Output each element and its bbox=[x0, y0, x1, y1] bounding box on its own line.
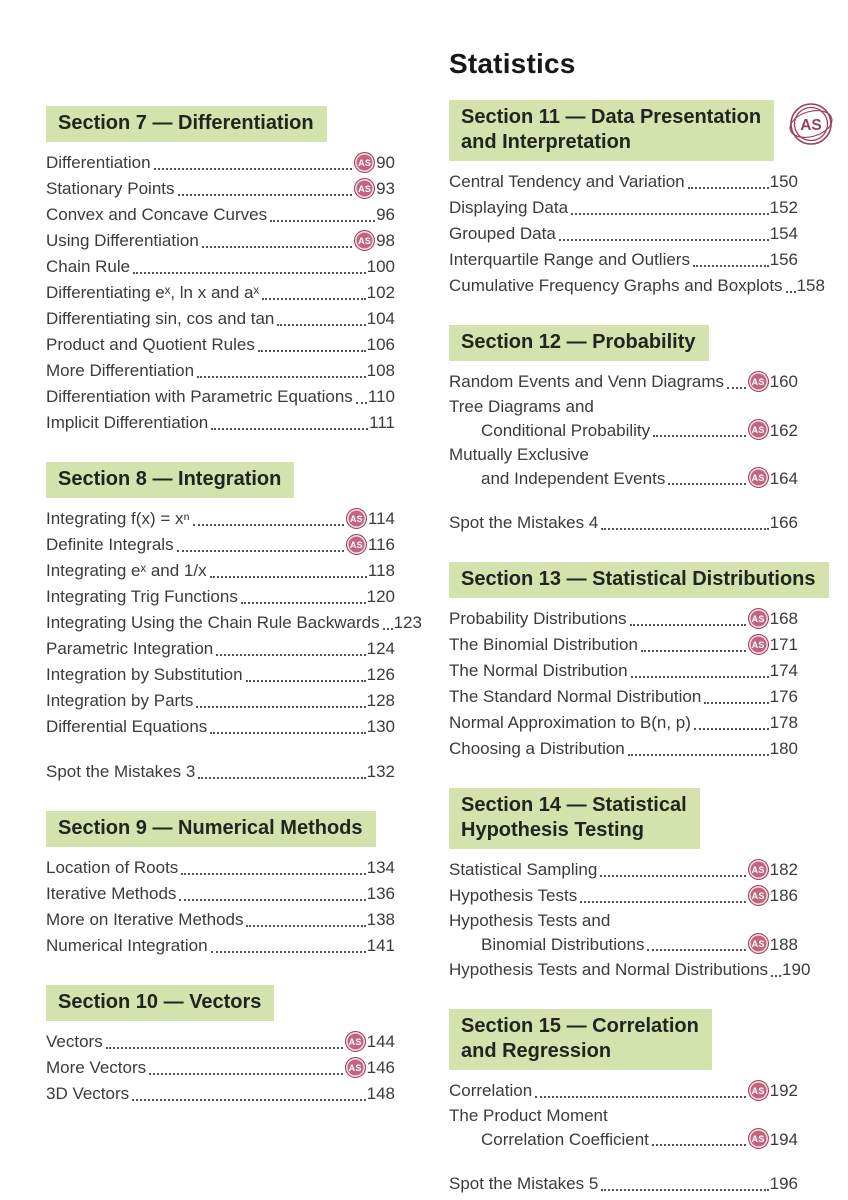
entry-page-number: 154 bbox=[769, 224, 798, 243]
entry-label: Chain Rule bbox=[46, 257, 131, 276]
entry-label-line1: The Product Moment bbox=[449, 1106, 608, 1125]
entry-page-number: 164 bbox=[769, 469, 798, 488]
section-entries bbox=[449, 169, 825, 299]
entry-page-number: 174 bbox=[769, 661, 798, 680]
toc-entry bbox=[46, 688, 395, 714]
as-badge-icon: AS bbox=[354, 152, 375, 173]
as-badge-icon: AS bbox=[748, 885, 769, 906]
entry-label: Using Differentiation bbox=[46, 231, 199, 250]
as-badge-icon: AS bbox=[748, 608, 769, 629]
section-title: Section 11 — Data Presentation bbox=[461, 106, 762, 128]
toc-entry bbox=[46, 584, 395, 610]
entry-label: Iterative Methods bbox=[46, 884, 177, 903]
section-header bbox=[449, 788, 700, 849]
toc-entry bbox=[46, 636, 395, 662]
as-badge-icon: AS bbox=[354, 178, 375, 199]
entry-page-number: 168 bbox=[769, 609, 798, 628]
entry-page-number: 114 bbox=[367, 509, 395, 528]
toc-section bbox=[46, 985, 395, 1107]
toc-entry-line bbox=[449, 933, 798, 957]
dotted-leader-icon bbox=[177, 550, 344, 552]
entry-label-line1: Tree Diagrams and bbox=[449, 397, 594, 416]
as-badge-icon: AS bbox=[346, 508, 367, 529]
toc-entry bbox=[46, 1029, 395, 1055]
toc-entry-line bbox=[449, 419, 798, 443]
dotted-leader-icon bbox=[198, 777, 365, 779]
toc-entry bbox=[449, 195, 798, 221]
dotted-leader-icon bbox=[630, 624, 746, 626]
entry-label: Differentiation bbox=[46, 153, 151, 172]
toc-entry bbox=[46, 855, 395, 881]
toc-entry bbox=[46, 907, 395, 933]
section-header bbox=[46, 106, 327, 142]
entry-page-number: 180 bbox=[769, 739, 798, 758]
entry-label: Stationary Points bbox=[46, 179, 175, 198]
toc-entry bbox=[449, 909, 798, 957]
entry-label: Displaying Data bbox=[449, 198, 569, 217]
entry-page-number: 96 bbox=[376, 205, 395, 224]
as-badge-icon: AS bbox=[346, 534, 367, 555]
entry-page-number: 120 bbox=[366, 587, 395, 606]
section-title: Section 10 — Vectors bbox=[58, 991, 262, 1013]
dotted-leader-icon bbox=[210, 732, 365, 734]
entry-page-number: 158 bbox=[796, 276, 825, 295]
dotted-leader-icon bbox=[693, 265, 769, 267]
dotted-leader-icon bbox=[727, 387, 746, 389]
toc-entry bbox=[46, 1055, 395, 1081]
dotted-leader-icon bbox=[132, 1099, 365, 1101]
entry-page-number: 126 bbox=[366, 665, 395, 684]
entry-label: Parametric Integration bbox=[46, 639, 214, 658]
entry-page-number: 141 bbox=[366, 936, 395, 955]
entry-page-number: 138 bbox=[366, 910, 395, 929]
entry-label: Numerical Integration bbox=[46, 936, 208, 955]
entry-page-number: 111 bbox=[369, 413, 395, 432]
dotted-leader-icon bbox=[631, 676, 769, 678]
section-header bbox=[449, 100, 774, 161]
left-column bbox=[46, 0, 422, 1200]
toc-section bbox=[449, 100, 825, 299]
section-title-line2: Hypothesis Testing bbox=[461, 819, 644, 841]
toc-entry bbox=[46, 881, 395, 907]
section-title: Section 9 — Numerical Methods bbox=[58, 817, 363, 839]
dotted-leader-icon bbox=[383, 628, 393, 630]
dotted-leader-icon bbox=[258, 350, 366, 352]
dotted-leader-icon bbox=[241, 602, 366, 604]
dotted-leader-icon bbox=[653, 435, 745, 437]
dotted-leader-icon bbox=[786, 291, 796, 293]
toc-entry bbox=[46, 933, 395, 959]
entry-page-number: 93 bbox=[376, 179, 395, 198]
entry-page-number: 132 bbox=[366, 762, 395, 781]
entry-label: More Differentiation bbox=[46, 361, 195, 380]
as-badge-icon: AS bbox=[748, 371, 769, 392]
toc-entry bbox=[46, 1081, 395, 1107]
dotted-leader-icon bbox=[652, 1144, 746, 1146]
section-title-line2: and Regression bbox=[461, 1040, 612, 1062]
entry-label: Spot the Mistakes 5 bbox=[449, 1174, 599, 1193]
toc-entry bbox=[46, 384, 395, 410]
toc-entry bbox=[449, 684, 798, 710]
entry-label-line1: Mutually Exclusive bbox=[449, 445, 589, 464]
dotted-leader-icon bbox=[202, 246, 352, 248]
dotted-leader-icon bbox=[641, 650, 746, 652]
entry-page-number: 98 bbox=[376, 231, 395, 250]
toc-section bbox=[449, 788, 811, 983]
entry-label: Conditional Probability bbox=[481, 421, 651, 440]
toc-section bbox=[449, 1009, 798, 1197]
toc-entry bbox=[46, 610, 422, 636]
entry-label: More on Iterative Methods bbox=[46, 910, 244, 929]
entry-label: 3D Vectors bbox=[46, 1084, 130, 1103]
section-entries bbox=[449, 1078, 798, 1197]
section-title: Section 13 — Statistical Distributions bbox=[461, 568, 816, 590]
toc-entry bbox=[449, 1104, 798, 1152]
section-title-line2: and Interpretation bbox=[461, 131, 632, 153]
section-entries bbox=[449, 369, 798, 536]
entry-label: Spot the Mistakes 4 bbox=[449, 513, 599, 532]
toc-entry bbox=[449, 369, 798, 395]
entry-page-number: 194 bbox=[769, 1130, 798, 1149]
dotted-leader-icon bbox=[179, 899, 365, 901]
entry-label: Central Tendency and Variation bbox=[449, 172, 685, 191]
section-header bbox=[46, 462, 294, 498]
entry-label: Statistical Sampling bbox=[449, 860, 598, 879]
dotted-leader-icon bbox=[246, 680, 366, 682]
entry-label: The Binomial Distribution bbox=[449, 635, 638, 654]
toc-entry bbox=[449, 857, 798, 883]
dotted-leader-icon bbox=[668, 483, 745, 485]
entry-page-number: 156 bbox=[769, 250, 798, 269]
dotted-leader-icon bbox=[211, 428, 368, 430]
entry-page-number: 106 bbox=[366, 335, 395, 354]
toc-entry bbox=[46, 306, 395, 332]
as-badge-icon: AS bbox=[345, 1057, 366, 1078]
entry-page-number: 104 bbox=[366, 309, 395, 328]
toc-entry bbox=[449, 883, 798, 909]
entry-page-number: 182 bbox=[769, 860, 798, 879]
dotted-leader-icon bbox=[181, 873, 365, 875]
toc-entry bbox=[449, 247, 798, 273]
section-header-row bbox=[449, 100, 822, 161]
entry-page-number: 128 bbox=[366, 691, 395, 710]
entry-label: Random Events and Venn Diagrams bbox=[449, 372, 724, 391]
entry-label: Integrating eˣ and 1/x bbox=[46, 561, 207, 580]
entry-label: Integration by Parts bbox=[46, 691, 194, 710]
toc-entry bbox=[449, 443, 798, 491]
section-title: Section 15 — Correlation bbox=[461, 1015, 699, 1037]
toc-entry bbox=[46, 532, 395, 558]
dotted-leader-icon bbox=[149, 1073, 342, 1075]
dotted-leader-icon bbox=[535, 1096, 745, 1098]
entry-page-number: 144 bbox=[366, 1032, 395, 1051]
entry-label: Convex and Concave Curves bbox=[46, 205, 268, 224]
toc-section bbox=[449, 325, 798, 536]
toc-section bbox=[449, 562, 816, 762]
as-badge-icon: AS bbox=[748, 1128, 769, 1149]
section-header bbox=[449, 562, 829, 598]
entry-label: Implicit Differentiation bbox=[46, 413, 209, 432]
entry-label: The Standard Normal Distribution bbox=[449, 687, 702, 706]
entry-page-number: 124 bbox=[366, 639, 395, 658]
dotted-leader-icon bbox=[600, 875, 745, 877]
entry-page-number: 176 bbox=[769, 687, 798, 706]
toc-entry bbox=[46, 176, 395, 202]
toc-entry bbox=[46, 202, 395, 228]
dotted-leader-icon bbox=[647, 949, 745, 951]
as-stamp-icon bbox=[788, 101, 834, 152]
entry-page-number: 150 bbox=[769, 172, 798, 191]
svg-text:AS: AS bbox=[800, 117, 822, 134]
section-header-row bbox=[449, 1009, 798, 1070]
toc-entry bbox=[449, 632, 798, 658]
toc-entry bbox=[46, 558, 395, 584]
dotted-leader-icon bbox=[133, 272, 366, 274]
toc-entry bbox=[449, 221, 798, 247]
section-entries bbox=[46, 506, 422, 785]
entry-page-number: 186 bbox=[769, 886, 798, 905]
toc-entry bbox=[46, 254, 395, 280]
toc-entry bbox=[46, 662, 395, 688]
section-header-row bbox=[46, 462, 395, 498]
entry-page-number: 196 bbox=[769, 1174, 798, 1193]
dotted-leader-icon bbox=[246, 925, 365, 927]
toc-entry bbox=[46, 506, 395, 532]
entry-label: Correlation Coefficient bbox=[481, 1130, 649, 1149]
dotted-leader-icon bbox=[580, 901, 745, 903]
section-header-row bbox=[449, 325, 798, 361]
toc-entry bbox=[46, 410, 395, 436]
entry-label: Integrating Using the Chain Rule Backwards bbox=[46, 613, 380, 632]
toc-entry bbox=[46, 332, 395, 358]
dotted-leader-icon bbox=[601, 528, 768, 530]
entry-page-number: 108 bbox=[366, 361, 395, 380]
dotted-leader-icon bbox=[210, 576, 367, 578]
as-badge-icon: AS bbox=[354, 230, 375, 251]
dotted-leader-icon bbox=[277, 324, 365, 326]
section-header bbox=[46, 985, 274, 1021]
as-badge-icon: AS bbox=[748, 467, 769, 488]
entry-label: Grouped Data bbox=[449, 224, 556, 243]
entry-page-number: 192 bbox=[769, 1081, 798, 1100]
toc-entry-line bbox=[449, 1128, 798, 1152]
toc-entry bbox=[449, 957, 811, 983]
toc-entry bbox=[449, 395, 798, 443]
entry-label: Integrating f(x) = xⁿ bbox=[46, 509, 190, 528]
entry-page-number: 110 bbox=[367, 387, 395, 406]
entry-page-number: 160 bbox=[769, 372, 798, 391]
dotted-leader-icon bbox=[216, 654, 365, 656]
right-column bbox=[449, 0, 825, 1200]
as-badge-icon: AS bbox=[748, 933, 769, 954]
toc-entry bbox=[449, 510, 798, 536]
section-header-row bbox=[46, 985, 395, 1021]
entry-page-number: 178 bbox=[769, 713, 798, 732]
entry-page-number: 162 bbox=[769, 421, 798, 440]
as-badge-icon: AS bbox=[748, 634, 769, 655]
dotted-leader-icon bbox=[356, 402, 367, 404]
entry-label: Correlation bbox=[449, 1081, 533, 1100]
entry-label: More Vectors bbox=[46, 1058, 147, 1077]
entry-label-line1: Hypothesis Tests and bbox=[449, 911, 611, 930]
toc-entry bbox=[449, 1171, 798, 1197]
dotted-leader-icon bbox=[106, 1047, 343, 1049]
section-header bbox=[449, 1009, 712, 1070]
toc-entry bbox=[46, 358, 395, 384]
entry-label: Hypothesis Tests bbox=[449, 886, 578, 905]
as-badge-icon: AS bbox=[748, 1080, 769, 1101]
entry-label: Differential Equations bbox=[46, 717, 208, 736]
section-entries bbox=[46, 1029, 395, 1107]
toc-entry bbox=[46, 759, 395, 785]
toc-entry bbox=[46, 228, 395, 254]
entry-page-number: 166 bbox=[769, 513, 798, 532]
toc-entry bbox=[449, 1078, 798, 1104]
section-title: Section 14 — Statistical bbox=[461, 794, 687, 816]
entry-label: Vectors bbox=[46, 1032, 103, 1051]
entry-label: Spot the Mistakes 3 bbox=[46, 762, 196, 781]
section-header-row bbox=[449, 788, 798, 849]
dotted-leader-icon bbox=[197, 376, 366, 378]
entry-page-number: 188 bbox=[769, 935, 798, 954]
dotted-leader-icon bbox=[559, 239, 769, 241]
dotted-leader-icon bbox=[601, 1189, 768, 1191]
dotted-leader-icon bbox=[688, 187, 769, 189]
entry-label: Integration by Substitution bbox=[46, 665, 243, 684]
entry-label: Differentiation with Parametric Equations bbox=[46, 387, 353, 406]
dotted-leader-icon bbox=[771, 975, 781, 977]
entry-page-number: 190 bbox=[782, 960, 811, 979]
entry-label: Choosing a Distribution bbox=[449, 739, 625, 758]
section-entries bbox=[449, 606, 798, 762]
section-entries bbox=[46, 150, 395, 436]
entry-label: Integrating Trig Functions bbox=[46, 587, 238, 606]
entry-page-number: 171 bbox=[769, 635, 798, 654]
as-stamp-svg bbox=[788, 101, 834, 147]
toc-entry bbox=[46, 714, 395, 740]
toc-entry bbox=[449, 736, 798, 762]
entry-label: Differentiating sin, cos and tan bbox=[46, 309, 275, 328]
toc-entry bbox=[449, 710, 798, 736]
entry-label: Product and Quotient Rules bbox=[46, 335, 255, 354]
entry-label: Probability Distributions bbox=[449, 609, 627, 628]
toc-section bbox=[46, 106, 395, 436]
dotted-leader-icon bbox=[154, 168, 352, 170]
entry-label: Interquartile Range and Outliers bbox=[449, 250, 690, 269]
dotted-leader-icon bbox=[178, 194, 353, 196]
dotted-leader-icon bbox=[704, 702, 768, 704]
entry-label: Location of Roots bbox=[46, 858, 179, 877]
toc-entry bbox=[449, 169, 798, 195]
entry-page-number: 102 bbox=[366, 283, 395, 302]
entry-label: and Independent Events bbox=[481, 469, 666, 488]
dotted-leader-icon bbox=[571, 213, 769, 215]
entry-label: Binomial Distributions bbox=[481, 935, 645, 954]
page-title: Statistics bbox=[449, 48, 576, 79]
entry-page-number: 148 bbox=[366, 1084, 395, 1103]
as-badge-icon: AS bbox=[748, 419, 769, 440]
section-entries bbox=[46, 855, 395, 959]
dotted-leader-icon bbox=[193, 524, 344, 526]
dotted-leader-icon bbox=[628, 754, 769, 756]
entry-label: Normal Approximation to B(n, p) bbox=[449, 713, 691, 732]
entry-label: Hypothesis Tests and Normal Distributions bbox=[449, 960, 769, 979]
dotted-leader-icon bbox=[270, 220, 375, 222]
entry-page-number: 136 bbox=[366, 884, 395, 903]
section-title: Section 12 — Probability bbox=[461, 331, 696, 353]
section-title: Section 7 — Differentiation bbox=[58, 112, 314, 134]
entry-page-number: 152 bbox=[769, 198, 798, 217]
dotted-leader-icon bbox=[262, 298, 366, 300]
section-header bbox=[449, 325, 709, 361]
dotted-leader-icon bbox=[196, 706, 365, 708]
entry-page-number: 118 bbox=[367, 561, 395, 580]
toc-section bbox=[46, 462, 422, 785]
entry-page-number: 123 bbox=[393, 613, 422, 632]
dotted-leader-icon bbox=[694, 728, 769, 730]
toc-entry-line bbox=[449, 467, 798, 491]
entry-page-number: 100 bbox=[366, 257, 395, 276]
section-header-row bbox=[449, 562, 816, 598]
toc-entry bbox=[449, 273, 825, 299]
section-header-row bbox=[46, 106, 395, 142]
entry-label: Differentiating eˣ, ln x and aˣ bbox=[46, 283, 260, 302]
toc-entry bbox=[46, 150, 395, 176]
as-badge-icon: AS bbox=[345, 1031, 366, 1052]
toc-entry bbox=[449, 606, 798, 632]
right-sections bbox=[449, 100, 825, 1197]
toc-section bbox=[46, 811, 395, 959]
entry-label: The Normal Distribution bbox=[449, 661, 628, 680]
entry-page-number: 90 bbox=[376, 153, 395, 172]
entry-label: Cumulative Frequency Graphs and Boxplots bbox=[449, 276, 783, 295]
entry-page-number: 146 bbox=[366, 1058, 395, 1077]
entry-label: Definite Integrals bbox=[46, 535, 174, 554]
section-entries bbox=[449, 857, 811, 983]
toc-entry bbox=[46, 280, 395, 306]
section-header-row bbox=[46, 811, 395, 847]
as-badge-icon: AS bbox=[748, 859, 769, 880]
dotted-leader-icon bbox=[211, 951, 366, 953]
toc-entry bbox=[449, 658, 798, 684]
entry-page-number: 130 bbox=[366, 717, 395, 736]
entry-page-number: 134 bbox=[366, 858, 395, 877]
section-header bbox=[46, 811, 376, 847]
entry-page-number: 116 bbox=[367, 535, 395, 554]
section-title: Section 8 — Integration bbox=[58, 468, 282, 490]
